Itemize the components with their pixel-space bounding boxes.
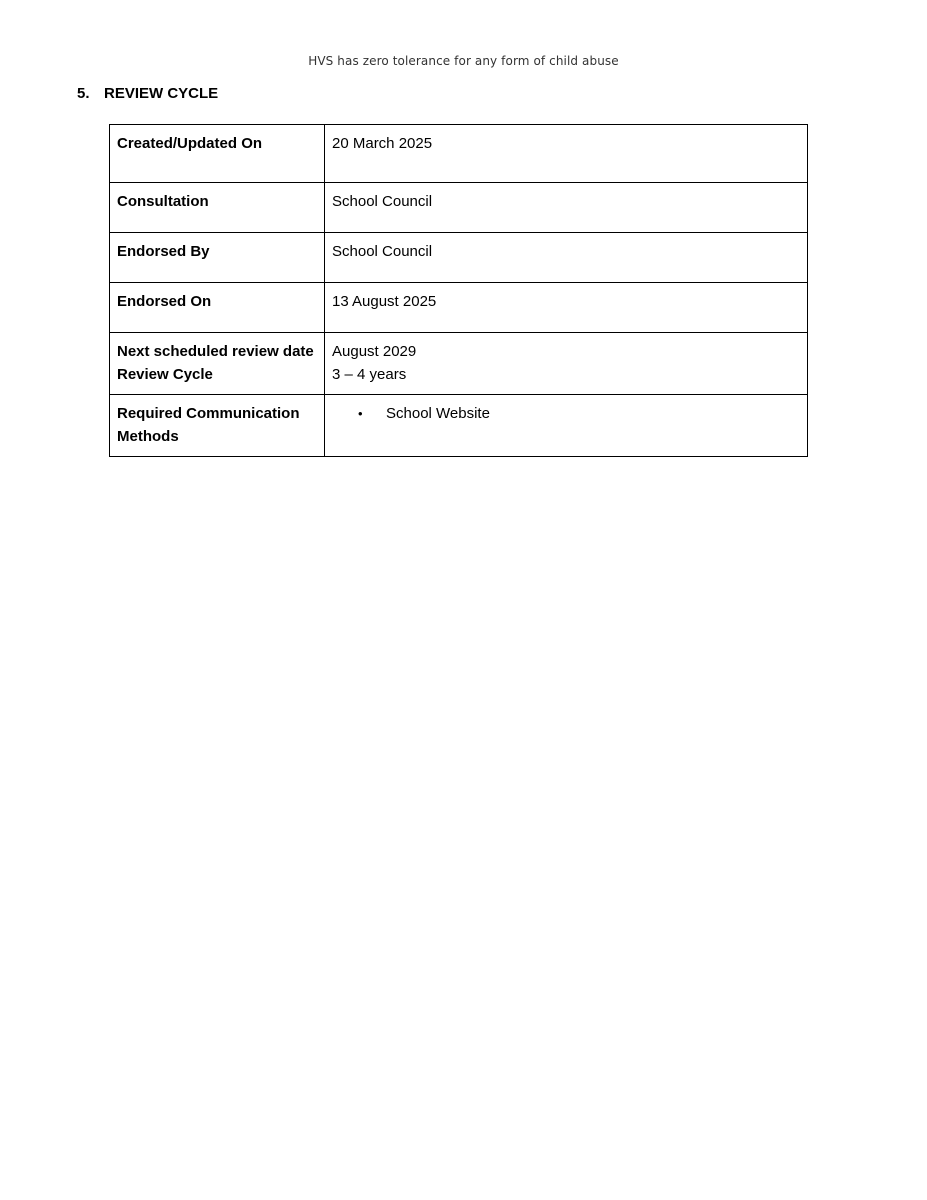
row-label: Created/Updated On bbox=[110, 125, 325, 183]
row-label bbox=[110, 333, 325, 395]
table-row bbox=[110, 333, 808, 395]
row-label bbox=[110, 395, 325, 457]
row-label: Endorsed On bbox=[110, 283, 325, 333]
table-row bbox=[110, 183, 808, 233]
row-label-line: Review Cycle bbox=[117, 366, 213, 383]
list-item bbox=[332, 402, 800, 425]
bullet-icon: • bbox=[358, 406, 363, 421]
section-number: 5. bbox=[77, 85, 90, 102]
review-cycle-table bbox=[109, 124, 808, 457]
row-label-line: Next scheduled review date bbox=[117, 343, 314, 360]
row-value: 13 August 2025 bbox=[325, 283, 808, 333]
row-value: 20 March 2025 bbox=[325, 125, 808, 183]
row-value-line: August 2029 bbox=[332, 343, 417, 360]
row-label-line: Methods bbox=[117, 428, 179, 445]
row-label: Endorsed By bbox=[110, 233, 325, 283]
row-label: Consultation bbox=[110, 183, 325, 233]
table-row bbox=[110, 283, 808, 333]
section-title: REVIEW CYCLE bbox=[104, 85, 219, 102]
row-value bbox=[325, 395, 808, 457]
row-label-line: Required Communication bbox=[117, 405, 300, 422]
list-item-text: School Website bbox=[386, 405, 490, 422]
row-value-line: 3 – 4 years bbox=[332, 366, 407, 383]
row-value: School Council bbox=[325, 233, 808, 283]
row-value: School Council bbox=[325, 183, 808, 233]
row-value bbox=[325, 333, 808, 395]
table-row bbox=[110, 233, 808, 283]
table-row bbox=[110, 395, 808, 457]
section-heading bbox=[77, 85, 218, 102]
table-row bbox=[110, 125, 808, 183]
communication-methods-list bbox=[332, 402, 800, 425]
page-header: HVS has zero tolerance for any form of child abuse bbox=[308, 54, 619, 68]
